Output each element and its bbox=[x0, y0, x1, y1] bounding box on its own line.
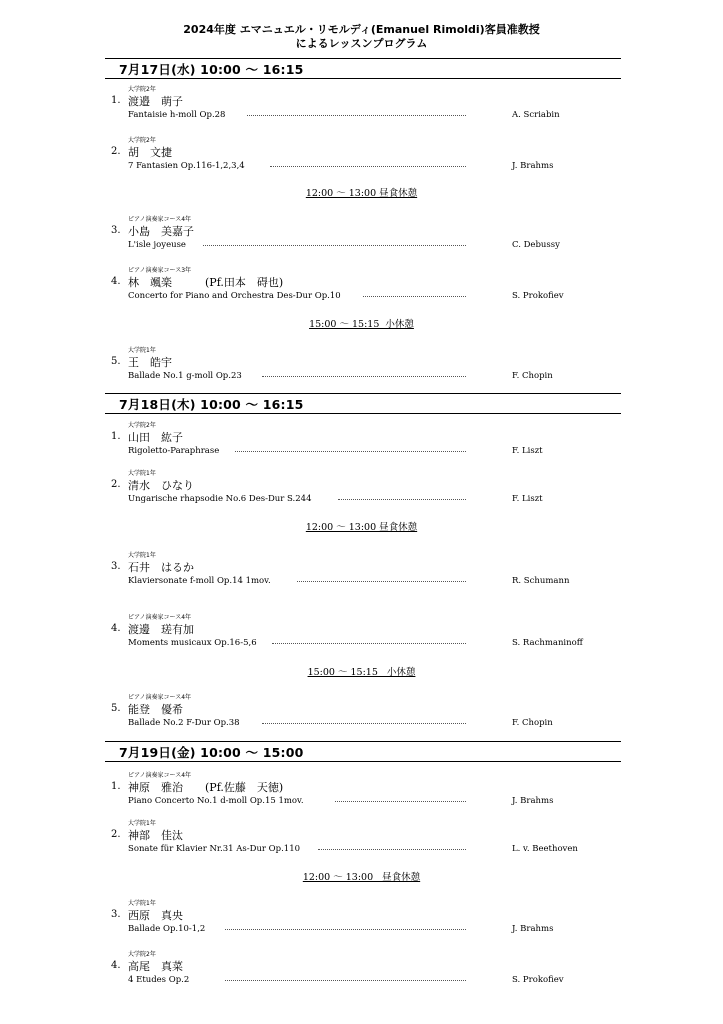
piece-title: Ballade No.2 F-Dur Op.38 bbox=[128, 718, 240, 728]
entry-number: 1. bbox=[111, 781, 121, 792]
piece-title: 7 Fantasien Op.116-1,2,3,4 bbox=[128, 161, 245, 171]
entry-number: 2. bbox=[111, 146, 121, 157]
entry-department: 大学院1年 bbox=[128, 820, 156, 827]
entry-number: 4. bbox=[111, 623, 121, 634]
entry-number: 4. bbox=[111, 960, 121, 971]
leader-dots bbox=[247, 115, 466, 116]
day-header-0718 bbox=[105, 393, 621, 414]
program-entry bbox=[0, 345, 723, 385]
program-entry bbox=[0, 818, 723, 858]
piece-title: Ungarische rhapsodie No.6 Des-Dur S.244 bbox=[128, 494, 312, 504]
entry-number: 2. bbox=[111, 479, 121, 490]
piece-title: 4 Etudes Op.2 bbox=[128, 975, 190, 985]
performer-name: 渡邊 瑳有加 bbox=[128, 623, 194, 636]
performer-name: 胡 文捷 bbox=[128, 146, 172, 159]
break-short: 15:00 ～ 15:15 小休憩 bbox=[309, 319, 414, 330]
leader-dots bbox=[262, 723, 466, 724]
leader-dots bbox=[318, 849, 466, 850]
program-entry bbox=[0, 214, 723, 254]
program-entry bbox=[0, 692, 723, 732]
composer: S. Prokofiev bbox=[512, 975, 564, 985]
piece-title: Klaviersonate f-moll Op.14 1mov. bbox=[128, 576, 271, 586]
composer: F. Chopin bbox=[512, 371, 553, 381]
program-entry bbox=[0, 84, 723, 124]
entry-department: 大学院2年 bbox=[128, 137, 156, 144]
entry-department: 大学院1年 bbox=[128, 900, 156, 907]
leader-dots bbox=[363, 296, 466, 297]
entry-number: 2. bbox=[111, 829, 121, 840]
program-entry bbox=[0, 468, 723, 508]
program-entry bbox=[0, 135, 723, 175]
leader-dots bbox=[335, 801, 466, 802]
entry-number: 1. bbox=[111, 431, 121, 442]
entry-department: 大学院1年 bbox=[128, 552, 156, 559]
day-title: 7月18日(木) 10:00 ～ 16:15 bbox=[119, 397, 304, 412]
entry-department: ピアノ演奏家コース3年 bbox=[128, 267, 192, 274]
program-entry bbox=[0, 949, 723, 989]
performer-name: 神部 佳汰 bbox=[128, 829, 183, 842]
composer: J. Brahms bbox=[512, 924, 554, 934]
composer: J. Brahms bbox=[512, 161, 554, 171]
performer-name: 神原 雅治 (Pf.佐藤 天徳) bbox=[128, 781, 284, 794]
performer-name: 清水 ひなり bbox=[128, 479, 194, 492]
performer-name: 王 皓宇 bbox=[128, 356, 172, 369]
piece-title: Concerto for Piano and Orchestra Des-Dur Op.10 bbox=[128, 291, 341, 301]
program-entry bbox=[0, 420, 723, 460]
composer: A. Scriabin bbox=[512, 110, 560, 120]
performer-name: 山田 紘子 bbox=[128, 431, 183, 444]
leader-dots bbox=[297, 581, 466, 582]
performer-name: 林 颯楽 (Pf.田本 碍也) bbox=[128, 276, 284, 289]
composer: F. Liszt bbox=[512, 494, 543, 504]
break-lunch: 12:00 ～ 13:00 昼食休憩 bbox=[305, 522, 418, 533]
program-entry bbox=[0, 550, 723, 590]
entry-department: 大学院1年 bbox=[128, 470, 156, 477]
piece-title: Ballade Op.10-1,2 bbox=[128, 924, 206, 934]
leader-dots bbox=[235, 451, 466, 452]
entry-number: 3. bbox=[111, 909, 121, 920]
leader-dots bbox=[225, 980, 466, 981]
day-header-0717 bbox=[105, 58, 621, 79]
composer: F. Liszt bbox=[512, 446, 543, 456]
day-header-0719 bbox=[105, 741, 621, 762]
leader-dots bbox=[272, 643, 466, 644]
leader-dots bbox=[225, 929, 466, 930]
composer: J. Brahms bbox=[512, 796, 554, 806]
piece-title: Fantaisie h-moll Op.28 bbox=[128, 110, 226, 120]
entry-department: 大学院2年 bbox=[128, 951, 156, 958]
composer: S. Rachmaninoff bbox=[512, 638, 583, 648]
leader-dots bbox=[338, 499, 466, 500]
entry-department: 大学院2年 bbox=[128, 86, 156, 93]
entry-department: ピアノ演奏家コース4年 bbox=[128, 614, 192, 621]
performer-name: 西原 真央 bbox=[128, 909, 183, 922]
day-title: 7月19日(金) 10:00 ～ 15:00 bbox=[119, 745, 304, 760]
break-short: 15:00 ～ 15:15 小休憩 bbox=[307, 667, 416, 678]
leader-dots bbox=[203, 245, 466, 246]
entry-number: 4. bbox=[111, 276, 121, 287]
piece-title: Piano Concerto No.1 d-moll Op.15 1mov. bbox=[128, 796, 304, 806]
entry-department: 大学院2年 bbox=[128, 422, 156, 429]
piece-title: Moments musicaux Op.16-5,6 bbox=[128, 638, 257, 648]
entry-department: ピアノ演奏家コース4年 bbox=[128, 216, 192, 223]
performer-name: 高尾 真菜 bbox=[128, 960, 183, 973]
performer-name: 小島 美嘉子 bbox=[128, 225, 194, 238]
entry-number: 1. bbox=[111, 95, 121, 106]
program-entry bbox=[0, 612, 723, 652]
program-entry bbox=[0, 898, 723, 938]
piece-title: Sonate für Klavier Nr.31 As-Dur Op.110 bbox=[128, 844, 301, 854]
page-title: 2024年度 エマニュエル・リモルディ(Emanuel Rimoldi)客員准教授 bbox=[183, 23, 540, 36]
composer: C. Debussy bbox=[512, 240, 560, 250]
entry-number: 5. bbox=[111, 356, 121, 367]
performer-name: 石井 はるか bbox=[128, 561, 194, 574]
leader-dots bbox=[270, 166, 466, 167]
program-entry bbox=[0, 770, 723, 810]
entry-number: 5. bbox=[111, 703, 121, 714]
composer: F. Chopin bbox=[512, 718, 553, 728]
leader-dots bbox=[262, 376, 466, 377]
page-subtitle: によるレッスンプログラム bbox=[295, 37, 428, 50]
entry-department: ピアノ演奏家コース4年 bbox=[128, 694, 192, 701]
entry-department: 大学院1年 bbox=[128, 347, 156, 354]
piece-title: Ballade No.1 g-moll Op.23 bbox=[128, 371, 242, 381]
performer-name: 能登 優希 bbox=[128, 703, 183, 716]
piece-title: Rigoletto-Paraphrase bbox=[128, 446, 220, 456]
composer: R. Schumann bbox=[512, 576, 570, 586]
break-lunch: 12:00 ～ 13:00 昼食休憩 bbox=[305, 188, 418, 199]
break-lunch: 12:00 ～ 13:00 昼食休憩 bbox=[302, 872, 421, 883]
composer: S. Prokofiev bbox=[512, 291, 564, 301]
composer: L. v. Beethoven bbox=[512, 844, 578, 854]
program-entry bbox=[0, 265, 723, 305]
day-title: 7月17日(水) 10:00 ～ 16:15 bbox=[119, 62, 304, 77]
entry-department: ピアノ演奏家コース4年 bbox=[128, 772, 192, 779]
performer-name: 渡邉 萌子 bbox=[128, 95, 183, 108]
entry-number: 3. bbox=[111, 561, 121, 572]
entry-number: 3. bbox=[111, 225, 121, 236]
piece-title: L'isle joyeuse bbox=[128, 240, 186, 250]
